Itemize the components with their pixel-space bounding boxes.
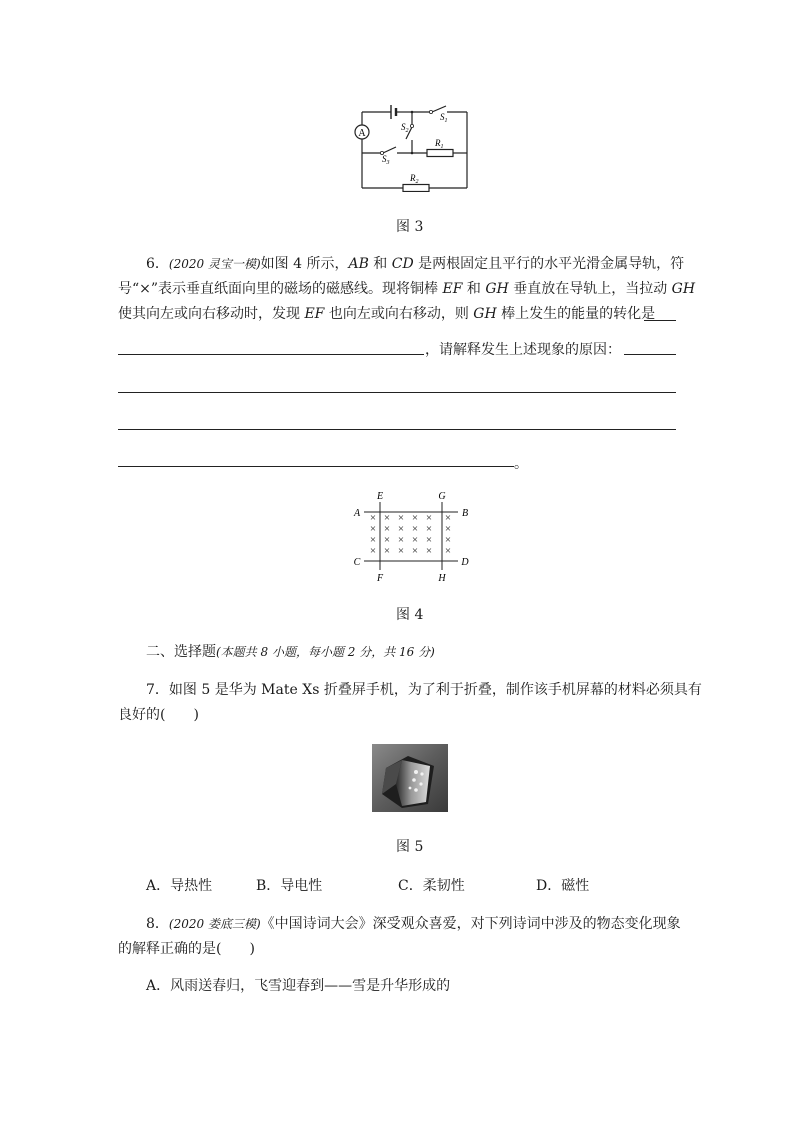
question-source: (2020 娄底三模) [168, 917, 261, 931]
s2-label: $S_2$ [401, 122, 409, 134]
end-mark: 。 [514, 456, 528, 472]
field-cross-mark: × [397, 545, 405, 557]
field-cross-mark: × [411, 523, 419, 535]
text: 如图 4 所示， [260, 256, 349, 272]
label-F: F [376, 573, 384, 584]
r1-label: $R_1$ [435, 138, 444, 150]
text: 《中国诗词大会》深受观众喜爱，对下列诗词中涉及的物态变化现象 [260, 916, 681, 932]
field-cross-mark: × [383, 534, 391, 546]
answer-blank[interactable] [118, 392, 676, 393]
text: EF [304, 306, 325, 322]
field-cross-mark: × [425, 545, 433, 557]
section-title: 二、选择题 [146, 644, 216, 660]
field-cross-mark: × [369, 523, 377, 535]
rail-field-diagram-figure-4 [348, 488, 476, 586]
field-cross-mark: × [411, 534, 419, 546]
field-cross-mark: × [444, 534, 452, 546]
field-cross-mark: × [369, 545, 377, 557]
answer-blank[interactable] [624, 354, 676, 355]
question-number: 8． [146, 916, 169, 932]
field-cross-mark: × [444, 512, 452, 524]
field-cross-mark: × [411, 512, 419, 524]
text: 也向左或向右移动，则 [324, 306, 474, 322]
field-cross-mark: × [425, 523, 433, 535]
answer-blank[interactable] [118, 354, 424, 355]
field-cross-mark: × [397, 512, 405, 524]
label-E: E [376, 491, 384, 502]
field-cross-mark: × [383, 512, 391, 524]
answer-blank[interactable] [118, 466, 514, 467]
question-8-line-2: 的解释正确的是( ) [118, 941, 255, 957]
question-number: 7． [146, 682, 169, 698]
text: AB [348, 256, 369, 272]
text: 垂直放在导轨上，当拉动 [508, 281, 672, 297]
field-cross-mark: × [411, 545, 419, 557]
circuit-diagram-figure-3 [345, 100, 475, 192]
field-cross-mark: × [444, 523, 452, 535]
field-cross-mark: × [444, 545, 452, 557]
field-cross-mark: × [383, 523, 391, 535]
label-C: C [353, 557, 361, 568]
text: 和 [368, 256, 392, 272]
section-note: (本题共 8 小题，每小题 2 分，共 16 分) [216, 645, 435, 659]
foldable-phone-photo [372, 744, 448, 812]
label-G: G [438, 491, 446, 502]
s3-label: $S_3$ [382, 154, 390, 166]
question-number: 6． [146, 256, 169, 272]
figure-3-caption: 图 3 [396, 219, 424, 235]
section-2-heading [146, 638, 435, 667]
question-source: (2020 灵宝一模) [168, 257, 261, 271]
question-7-line-1 [146, 676, 702, 705]
field-cross-mark: × [369, 512, 377, 524]
field-cross-mark: × [383, 545, 391, 557]
option-b[interactable]: B．导电性 [256, 878, 323, 894]
answer-blank[interactable] [644, 320, 676, 321]
r2-label: $R_2$ [410, 173, 419, 185]
field-cross-mark: × [425, 534, 433, 546]
ammeter-label: A [358, 128, 366, 139]
answer-blank[interactable] [118, 429, 676, 430]
figure-4-caption: 图 4 [396, 607, 424, 623]
label-H: H [438, 573, 446, 584]
s1-label: $S_1$ [440, 112, 448, 124]
text: 如图 5 是华为 Mate Xs 折叠屏手机，为了利于折叠，制作该手机屏幕的材料必须具有 [168, 682, 702, 698]
text: GH [671, 281, 696, 297]
question-6-reason-prompt: ，请解释发生上述现象的原因： [425, 342, 621, 358]
option-c[interactable]: C．柔韧性 [398, 878, 465, 894]
field-cross-mark: × [425, 512, 433, 524]
question-6-line-3 [118, 300, 655, 329]
question-7-line-2: 良好的( ) [118, 707, 199, 723]
figure-5-caption: 图 5 [396, 839, 424, 855]
label-B: B [461, 508, 469, 519]
text: 棒上发生的能量的转化是 [496, 306, 656, 322]
text: 使其向左或向右移动时，发现 [118, 306, 305, 322]
field-cross-mark: × [397, 534, 405, 546]
text: GH [473, 306, 497, 322]
field-cross-mark: × [369, 534, 377, 546]
text: CD [391, 256, 414, 272]
text: EF [442, 281, 463, 297]
text: 号“×”表示垂直纸面向里的磁场的磁感线。现将铜棒 [118, 281, 443, 297]
text: 是两根固定且平行的水平光滑金属导轨，符 [413, 256, 685, 272]
option-a[interactable]: A．导热性 [146, 878, 213, 894]
label-A: A [353, 508, 361, 519]
option-a[interactable]: A．风雨送春归，飞雪迎春到——雪是升华形成的 [146, 978, 451, 994]
text: GH [485, 281, 509, 297]
field-cross-mark: × [397, 523, 405, 535]
label-D: D [461, 557, 469, 568]
text: 和 [462, 281, 486, 297]
option-d[interactable]: D．磁性 [536, 878, 590, 894]
